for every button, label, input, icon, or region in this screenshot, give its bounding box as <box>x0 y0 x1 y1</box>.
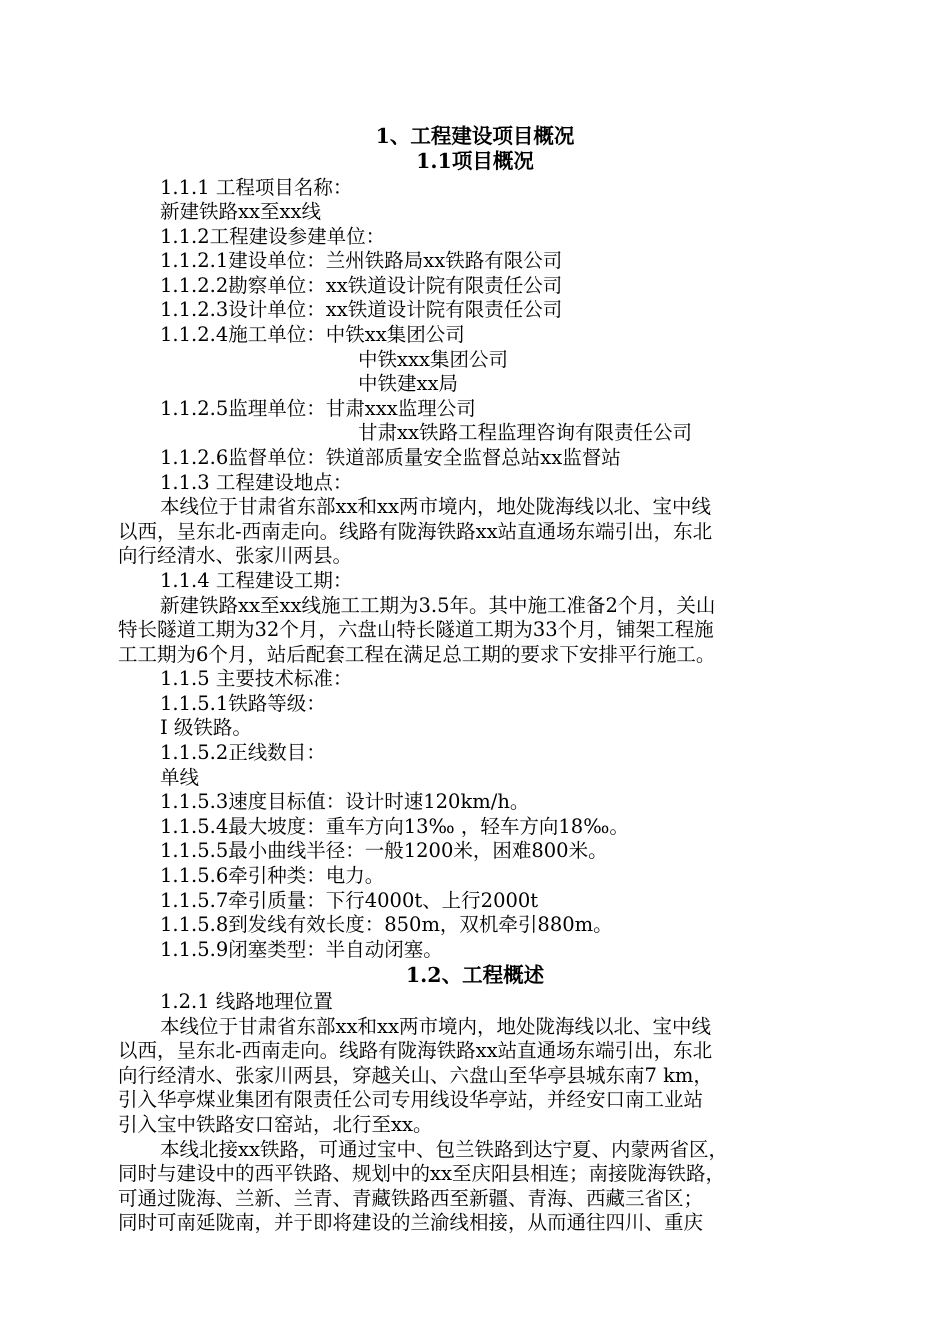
text-line-37: 引入华亭煤业集团有限责任公司专用线设华亭站，并经安口南工业站 <box>118 1088 704 1111</box>
text-line-19: 特长隧道工期为32个月，六盘山特长隧道工期为33个月，铺架工程施 <box>118 618 714 641</box>
text-line-22: 1.1.5.1铁路等级： <box>160 692 326 715</box>
text-line-14: 本线位于甘肃省东部xx和xx两市境内，地处陇海线以北、宝中线 <box>160 495 711 518</box>
text-line-17: 1.1.4 工程建设工期： <box>160 569 353 592</box>
text-line-3: 1.1.2工程建设参建单位： <box>160 225 386 248</box>
text-line-13: 1.1.3 工程建设地点： <box>160 471 353 494</box>
text-line-4: 1.1.2.1建设单位：兰州铁路局xx铁路有限公司 <box>160 249 563 272</box>
text-line-20: 工工期为6个月，站后配套工程在满足总工期的要求下安排平行施工。 <box>118 643 716 666</box>
heading-section-1-1: 1.1项目概况 <box>416 149 534 173</box>
text-line-23: Ⅰ 级铁路。 <box>160 716 252 739</box>
text-line-9: 中铁建xx局 <box>358 372 458 395</box>
text-line-16: 向行经清水、张家川两县。 <box>118 544 353 567</box>
text-line-29: 1.1.5.6牵引种类：电力。 <box>160 864 385 887</box>
text-line-27: 1.1.5.4最大坡度：重车方向13‰ ，轻车方向18‰。 <box>160 815 629 838</box>
text-line-25: 单线 <box>160 766 200 789</box>
text-line-18: 新建铁路xx至xx线施工工期为3.5年。其中施工准备2个月，关山 <box>160 594 716 617</box>
text-line-42: 同时可南延陇南，并于即将建设的兰渝线相接，从而通往四川、重庆 <box>118 1211 704 1234</box>
text-line-1: 1.1.1 工程项目名称： <box>160 176 353 199</box>
text-line-6: 1.1.2.3设计单位：xx铁道设计院有限责任公司 <box>160 298 563 321</box>
text-line-32: 1.1.5.9闭塞类型：半自动闭塞。 <box>160 938 443 961</box>
text-line-11: 甘肃xx铁路工程监理咨询有限责任公司 <box>358 421 692 444</box>
text-line-40: 同时与建设中的西平铁路、规划中的xx至庆阳县相连；南接陇海铁路， <box>118 1162 725 1185</box>
text-line-33: 1.2.1 线路地理位置 <box>160 990 333 1013</box>
heading-chapter-1: 1、工程建设项目概况 <box>375 124 575 148</box>
text-line-30: 1.1.5.7牵引质量：下行4000t、上行2000t <box>160 889 539 912</box>
text-line-38: 引入宝中铁路安口窑站，北行至xx。 <box>118 1113 433 1136</box>
text-line-36: 向行经清水、张家川两县，穿越关山、六盘山至华亭县城东南7 km， <box>118 1064 713 1087</box>
text-line-21: 1.1.5 主要技术标准： <box>160 667 353 690</box>
text-line-39: 本线北接xx铁路，可通过宝中、包兰铁路到达宁夏、内蒙两省区， <box>160 1138 728 1161</box>
text-line-15: 以西，呈东北-西南走向。线路有陇海铁路xx站直通场东端引出，东北 <box>118 520 713 543</box>
text-line-12: 1.1.2.6监督单位：铁道部质量安全监督总站xx监督站 <box>160 446 621 469</box>
text-line-26: 1.1.5.3速度目标值：设计时速120km/h。 <box>160 790 530 813</box>
text-line-24: 1.1.5.2正线数目： <box>160 741 326 764</box>
text-line-41: 可通过陇海、兰新、兰青、青藏铁路西至新疆、青海、西藏三省区； <box>118 1187 704 1210</box>
text-line-28: 1.1.5.5最小曲线半径：一般1200米，困难800米。 <box>160 839 608 862</box>
text-line-31: 1.1.5.8到发线有效长度：850m，双机牵引880m。 <box>160 913 613 936</box>
text-line-7: 1.1.2.4施工单位：中铁xx集团公司 <box>160 323 465 346</box>
text-line-8: 中铁xxx集团公司 <box>358 348 508 371</box>
text-line-35: 以西，呈东北-西南走向。线路有陇海铁路xx站直通场东端引出，东北 <box>118 1039 713 1062</box>
text-line-5: 1.1.2.2勘察单位：xx铁道设计院有限责任公司 <box>160 274 563 297</box>
heading-section-1-2: 1.2、工程概述 <box>405 963 545 987</box>
text-line-34: 本线位于甘肃省东部xx和xx两市境内，地处陇海线以北、宝中线 <box>160 1015 711 1038</box>
text-line-2: 新建铁路xx至xx线 <box>160 200 321 223</box>
text-line-10: 1.1.2.5监理单位：甘肃xxx监理公司 <box>160 397 476 420</box>
